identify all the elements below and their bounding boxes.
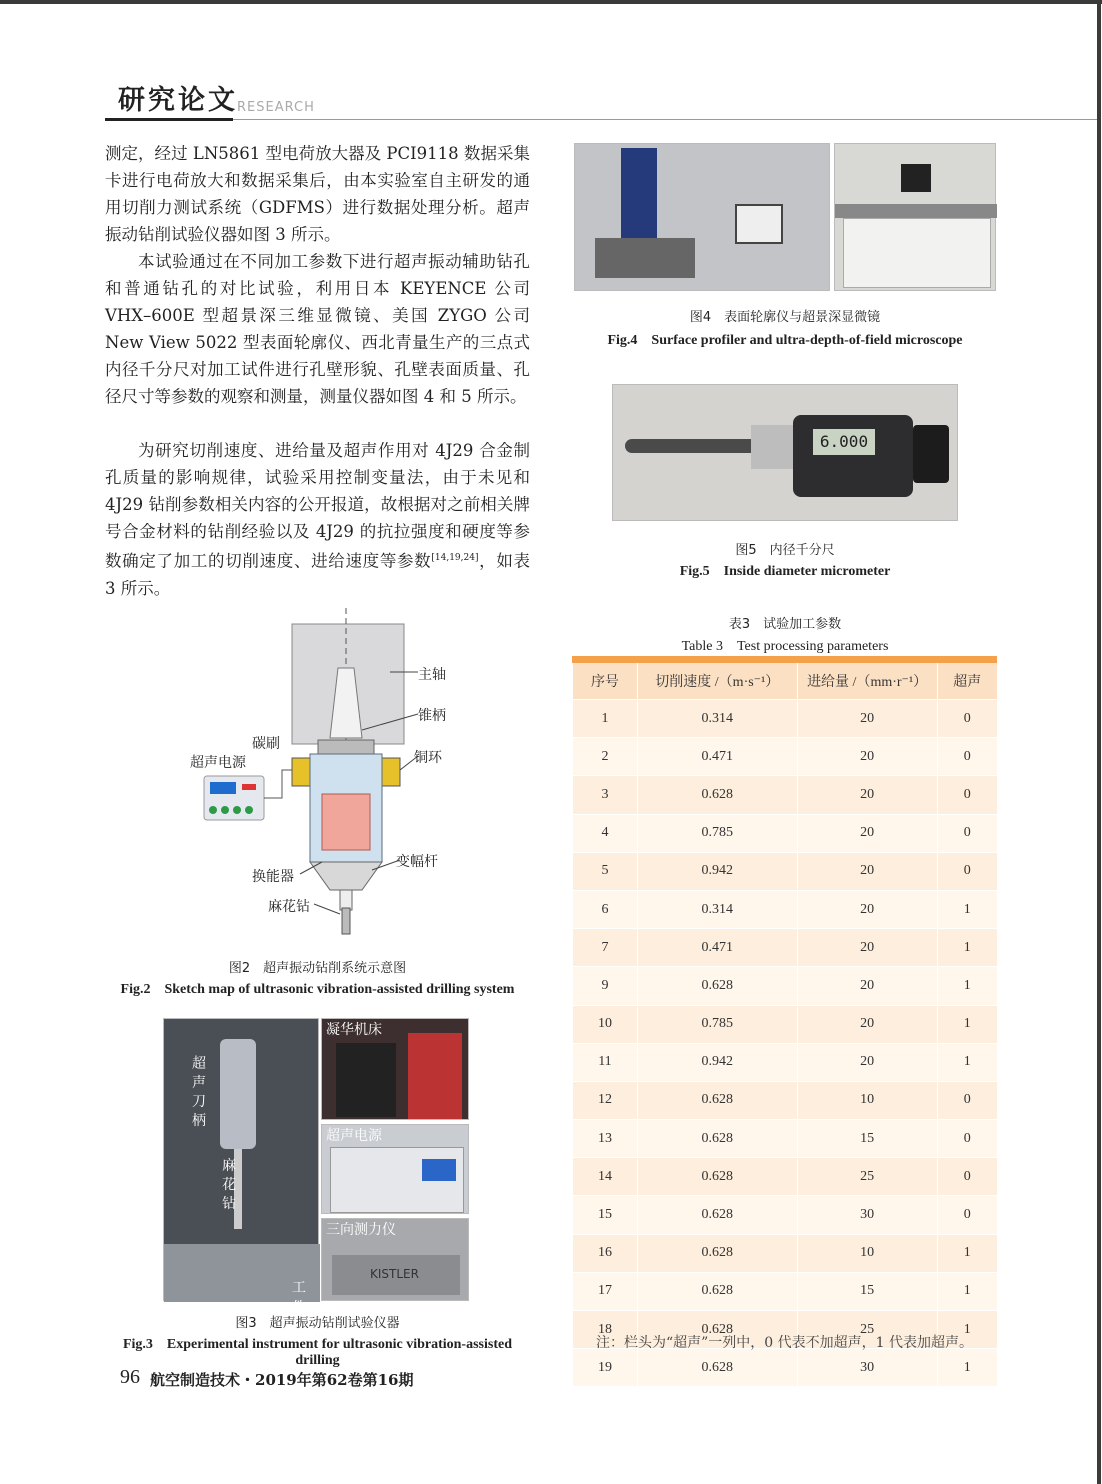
fig3-caption-cn: 图3 超声振动钻削试验仪器 (235, 1316, 400, 1331)
fig4-caption-cn: 图4 表面轮廓仪与超景深显微镜 (689, 310, 881, 325)
table-cell: 0.628 (637, 1158, 797, 1196)
table3-header-cell: 进给量 /（mm·r⁻¹） (797, 663, 937, 700)
table-cell: 0.471 (637, 929, 797, 967)
table-row (573, 1272, 998, 1310)
label-brush: 碳刷 (252, 736, 280, 752)
table-row (573, 700, 998, 738)
micrometer-body (793, 415, 913, 497)
power-cable (264, 770, 292, 798)
table-cell: 20 (797, 852, 937, 890)
table-row (573, 1043, 998, 1081)
fig2-caption-en: Fig.2 Sketch map of ultrasonic vibration-assisted drilling system (120, 982, 515, 997)
table-cell: 2 (573, 738, 638, 776)
power-knob-1 (209, 806, 217, 814)
header-rule-thick (105, 118, 233, 121)
label-ring: 铜环 (414, 750, 442, 766)
table-cell: 18 (573, 1311, 638, 1349)
table3 (572, 663, 997, 1386)
fig3-photo-power (321, 1124, 469, 1214)
table-cell: 13 (573, 1120, 638, 1158)
table-cell: 25 (797, 1158, 937, 1196)
table-cell: 1 (937, 890, 997, 928)
drill-bit (342, 908, 350, 934)
paragraph-3 (105, 437, 530, 602)
table-cell: 20 (797, 1043, 937, 1081)
table3-body (573, 700, 998, 1387)
kistler-label: KISTLER (370, 1267, 419, 1281)
power-knob-2 (221, 806, 229, 814)
fig2-caption-cn: 图2 超声振动钻削系统示意图 (228, 961, 407, 976)
table-row (573, 929, 998, 967)
leader-drill (314, 904, 340, 914)
table-cell: 1 (937, 1043, 997, 1081)
table-cell: 0.942 (637, 852, 797, 890)
section-subtitle: RESEARCH (237, 100, 315, 115)
table-cell: 1 (937, 929, 997, 967)
table-cell: 0.628 (637, 1234, 797, 1272)
label-drill: 麻花钻 (268, 899, 310, 915)
fig3-photo-dynamometer (321, 1218, 469, 1301)
table-cell: 5 (573, 852, 638, 890)
table-row (573, 1158, 998, 1196)
table-cell: 15 (797, 1120, 937, 1158)
table-cell: 0.628 (637, 1120, 797, 1158)
table-cell: 20 (797, 929, 937, 967)
fig5-caption-cn: 图5 内径千分尺 (735, 543, 835, 558)
page-number: 96 (120, 1366, 140, 1388)
table-row (573, 1196, 998, 1234)
fig5-caption-en: Fig.5 Inside diameter micrometer (679, 564, 891, 579)
table-cell: 0.628 (637, 776, 797, 814)
table-row (573, 1120, 998, 1158)
table3-title-en: Table 3 Test processing parameters (681, 639, 889, 654)
table-cell: 15 (797, 1272, 937, 1310)
paragraph-3-tail: ，如表 3 所示。 (105, 551, 531, 598)
power-screen (422, 1159, 456, 1181)
right-border (1097, 0, 1101, 1484)
table-cell: 16 (573, 1234, 638, 1272)
power-knob-4 (245, 806, 253, 814)
table3-header-cell: 序号 (573, 663, 638, 700)
table3-header-cell: 切削速度 /（m·s⁻¹） (637, 663, 797, 700)
table-cell: 19 (573, 1349, 638, 1387)
table-cell: 20 (797, 967, 937, 1005)
table-cell: 9 (573, 967, 638, 1005)
copper-ring (318, 740, 374, 754)
table-cell: 20 (797, 814, 937, 852)
table-cell: 12 (573, 1081, 638, 1119)
table-cell: 1 (573, 700, 638, 738)
table-cell: 25 (797, 1311, 937, 1349)
label-dynamometer: 三向测力仪 (326, 1222, 396, 1238)
table-cell: 20 (797, 738, 937, 776)
brush-left (292, 758, 310, 786)
fig3-photo-holder (163, 1018, 319, 1316)
table-cell: 0.314 (637, 890, 797, 928)
table-cell: 0 (937, 1081, 997, 1119)
label-taper: 锥柄 (418, 708, 446, 724)
table-row (573, 890, 998, 928)
machine-door (336, 1043, 396, 1117)
transducer (322, 794, 370, 850)
table-cell: 1 (937, 1349, 997, 1387)
table-cell: 10 (573, 1005, 638, 1043)
table-row (573, 852, 998, 890)
table-cell: 20 (797, 776, 937, 814)
table-cell: 0.942 (637, 1043, 797, 1081)
table-cell: 10 (797, 1081, 937, 1119)
table-cell: 11 (573, 1043, 638, 1081)
paragraph-3-text: 为研究切削速度、进给量及超声作用对 4J29 合金制孔质量的影响规律，试验采用控制变量法，由于未见和 4J29 钻削参数相关内容的公开报道，故根据对之前相关牌号合金材料的钻削经验以及 4J29 的抗拉强度和硬度等参数确定了加工的切削速度、进给速度等参数 (105, 441, 530, 571)
table-cell: 0.628 (637, 1196, 797, 1234)
table-cell: 17 (573, 1272, 638, 1310)
table-cell: 0.628 (637, 1349, 797, 1387)
table-cell: 1 (937, 1272, 997, 1310)
table-cell: 1 (937, 1005, 997, 1043)
table-cell: 0.785 (637, 814, 797, 852)
table-cell: 0.314 (637, 700, 797, 738)
table-cell: 1 (937, 1311, 997, 1349)
fig4-photo-profiler (574, 143, 830, 291)
fig3-caption-en: Fig.3 Experimental instrument for ultrasonic vibration-assisted drilling (122, 1337, 512, 1368)
table-cell: 0 (937, 1158, 997, 1196)
table3-top-rule (572, 656, 997, 663)
table-cell: 1 (937, 1234, 997, 1272)
journal-name: 航空制造技术・2019年第62卷第16期 (150, 1371, 414, 1389)
bench-cabinet (843, 218, 991, 288)
fig3-photo-machine (321, 1018, 469, 1120)
table-cell: 14 (573, 1158, 638, 1196)
label-power: 超声电源 (190, 755, 246, 771)
table-row (573, 1234, 998, 1272)
label-power-photo: 超声电源 (326, 1128, 382, 1144)
table-row (573, 776, 998, 814)
table3-header-cell: 超声 (937, 663, 997, 700)
table-cell: 3 (573, 776, 638, 814)
table3-header-row (573, 663, 998, 700)
power-knob-3 (233, 806, 241, 814)
top-border (0, 0, 1102, 4)
table-cell: 6 (573, 890, 638, 928)
table-cell: 20 (797, 890, 937, 928)
horn (310, 862, 382, 890)
table-cell: 0.628 (637, 1311, 797, 1349)
fig2-schematic (190, 608, 500, 948)
table-cell: 15 (573, 1196, 638, 1234)
fig4-photo-microscope (834, 143, 996, 291)
power-display (210, 782, 236, 794)
table-cell: 0.785 (637, 1005, 797, 1043)
table-cell: 7 (573, 929, 638, 967)
label-horn: 变幅杆 (396, 854, 438, 870)
label-workpiece: 工件 (292, 1280, 306, 1316)
table-row (573, 814, 998, 852)
table-cell: 30 (797, 1196, 937, 1234)
header-rule-thin (233, 119, 1097, 120)
table-cell: 0 (937, 852, 997, 890)
table-cell: 0.471 (637, 738, 797, 776)
table-cell: 20 (797, 700, 937, 738)
table-row (573, 738, 998, 776)
section-title: 研究论文 (118, 85, 238, 116)
table3-note: 注：栏头为“超声”一列中，0 代表不加超声，1 代表加超声。 (595, 1335, 974, 1351)
table-cell: 0 (937, 700, 997, 738)
table-cell: 30 (797, 1349, 937, 1387)
table-row (573, 967, 998, 1005)
collet (340, 890, 352, 910)
table3-title-cn: 表3 试验加工参数 (728, 617, 842, 632)
table-cell: 4 (573, 814, 638, 852)
paragraph-2: 本试验通过在不同加工参数下进行超声振动辅助钻孔和普通钻孔的对比试验，利用日本 KEYENCE 公司 VHX–600E 型超景深三维显微镜、美国 ZYGO 公司 New View 5022 型表面轮廓仪、西北青量生产的三点式内径千分尺对加工试件进行孔壁形貌、孔壁表面质量、孔径尺寸等参数的观察和测量，测量仪器如图 4 和 5 所示。 (105, 252, 530, 406)
profiler-base (595, 238, 695, 278)
table-cell: 10 (797, 1234, 937, 1272)
table-cell: 0 (937, 1196, 997, 1234)
machine-panel (408, 1033, 462, 1119)
table-cell: 0 (937, 738, 997, 776)
label-drill-bit: 麻花钻 (222, 1158, 236, 1212)
table-cell: 0 (937, 776, 997, 814)
label-machine: 凝华机床 (326, 1022, 382, 1038)
micrometer-thimble (913, 425, 949, 483)
label-holder: 超声刀柄 (192, 1056, 206, 1129)
profiler-column (621, 148, 657, 238)
table-cell: 0.628 (637, 967, 797, 1005)
table-cell: 1 (937, 967, 997, 1005)
table-cell: 0 (937, 1120, 997, 1158)
citation: [14,19,24] (431, 553, 479, 563)
microscope-monitor (901, 164, 931, 192)
fig2-drawing (190, 608, 500, 948)
table-cell: 0.628 (637, 1272, 797, 1310)
fig5-photo-micrometer (612, 384, 958, 521)
power-indicator (242, 784, 256, 790)
table-cell: 0.628 (637, 1081, 797, 1119)
table-cell: 0 (937, 814, 997, 852)
label-transducer: 换能器 (252, 869, 294, 885)
table-row (573, 1349, 998, 1387)
profiler-monitor (735, 204, 783, 244)
table-row (573, 1005, 998, 1043)
bench-top (835, 204, 997, 218)
fig4-caption-en: Fig.4 Surface profiler and ultra-depth-of-field microscope (607, 333, 963, 348)
paragraph-1: 测定，经过 LN5861 型电荷放大器及 PCI9118 数据采集卡进行电荷放大和数据采集后，由本实验室自主研发的通用切削力测试系统（GDFMS）进行数据处理分析。超声振动钻削试验仪器如图 3 所示。 (105, 144, 530, 244)
table-row (573, 1081, 998, 1119)
micrometer-display: 6.000 (813, 429, 875, 455)
holder-shape (220, 1039, 256, 1149)
label-spindle: 主轴 (418, 667, 446, 683)
table-cell: 20 (797, 1005, 937, 1043)
brush-right (382, 758, 400, 786)
